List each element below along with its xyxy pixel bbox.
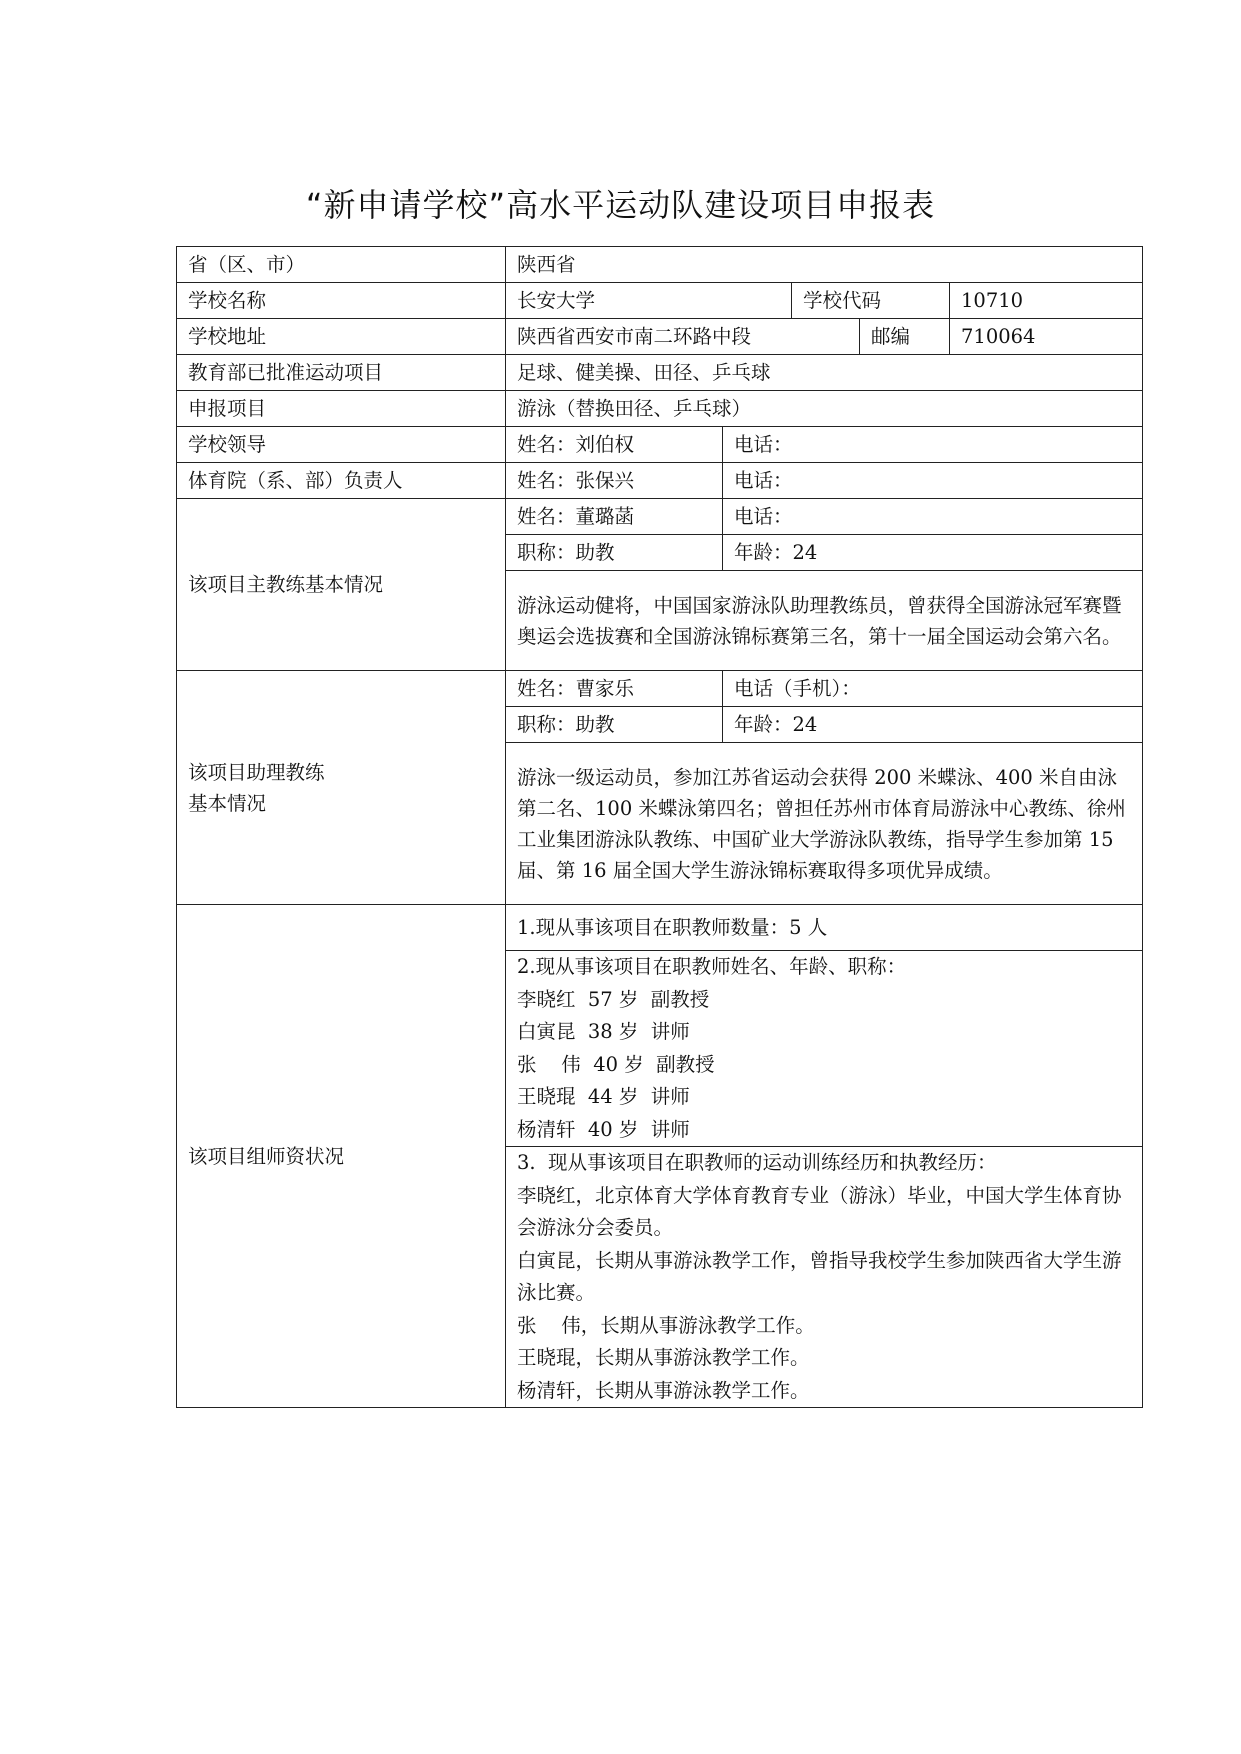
faculty-list-item: 李晓红 57 岁 副教授 <box>517 987 710 1011</box>
pe-head-name: 姓名：张保兴 <box>506 463 723 499</box>
row-faculty-count <box>177 905 1143 951</box>
approved-sports-value: 足球、健美操、田径、乒乓球 <box>506 355 1143 391</box>
head-coach-phone: 电话： <box>723 499 1143 535</box>
row-school-leader <box>177 427 1143 463</box>
row-apply-project <box>177 391 1143 427</box>
faculty-experience-item: 白寅昆，长期从事游泳教学工作，曾指导我校学生参加陕西省大学生游泳比赛。 <box>517 1248 1122 1304</box>
faculty-list-item: 王晓琨 44 岁 讲师 <box>517 1085 690 1108</box>
faculty-experience-header: 3. 现从事该项目在职教师的运动训练经历和执教经历： <box>517 1151 997 1174</box>
page-title: “新申请学校”高水平运动队建设项目申报表 <box>305 186 936 224</box>
school-leader-phone: 电话： <box>723 427 1143 463</box>
faculty-count: 1.现从事该项目在职教师数量：5 人 <box>506 905 1143 951</box>
faculty-list-cell <box>506 951 1143 1147</box>
approved-sports-label: 教育部已批准运动项目 <box>177 355 506 391</box>
faculty-experience-item: 杨清轩，长期从事游泳教学工作。 <box>517 1378 810 1402</box>
assistant-coach-label-line2: 基本情况 <box>188 791 267 815</box>
faculty-list-item: 白寅昆 38 岁 讲师 <box>517 1020 690 1043</box>
assistant-coach-label-line1: 该项目助理教练 <box>188 760 325 784</box>
faculty-list-item: 杨清轩 40 岁 讲师 <box>517 1117 690 1141</box>
row-pe-head <box>177 463 1143 499</box>
assistant-coach-label <box>177 671 506 905</box>
head-coach-description: 游泳运动健将，中国国家游泳队助理教练员，曾获得全国游泳冠军赛暨奥运会选拔赛和全国游泳锦标赛第三名，第十一届全国运动会第六名。 <box>506 571 1143 671</box>
school-leader-label: 学校领导 <box>177 427 506 463</box>
assistant-coach-phone: 电话（手机）： <box>723 671 1143 707</box>
faculty-experience-item: 王晓琨，长期从事游泳教学工作。 <box>517 1346 810 1369</box>
faculty-experience-item: 李晓红，北京体育大学体育教育专业（游泳）毕业，中国大学生体育协会游泳分会委员。 <box>517 1183 1122 1239</box>
pe-head-phone: 电话： <box>723 463 1143 499</box>
assistant-coach-description: 游泳一级运动员，参加江苏省运动会获得 200 米蝶泳、400 米自由泳第二名、100 米蝶泳第四名；曾担任苏州市体育局游泳中心教练、徐州工业集团游泳队教练、中国矿业大学游泳队教练，指导学生参加第 15 届、第 16 届全国大学生游泳锦标赛取得多项优异成绩。 <box>506 743 1143 905</box>
row-head-coach-name <box>177 499 1143 535</box>
apply-project-value: 游泳（替换田径、乒乓球） <box>506 391 1143 427</box>
head-coach-label: 该项目主教练基本情况 <box>177 499 506 671</box>
head-coach-title: 职称：助教 <box>506 535 723 571</box>
row-address <box>177 319 1143 355</box>
head-coach-name: 姓名：董璐菡 <box>506 499 723 535</box>
pe-head-label: 体育院（系、部）负责人 <box>177 463 506 499</box>
head-coach-age: 年龄：24 <box>723 535 1143 571</box>
school-name-value: 长安大学 <box>506 283 792 319</box>
faculty-list-header: 2.现从事该项目在职教师姓名、年龄、职称： <box>517 955 907 978</box>
school-name-label: 学校名称 <box>177 283 506 319</box>
address-value: 陕西省西安市南二环路中段 <box>506 319 860 355</box>
faculty-label: 该项目组师资状况 <box>177 905 506 1408</box>
assistant-coach-age: 年龄：24 <box>723 707 1143 743</box>
school-leader-name: 姓名：刘伯权 <box>506 427 723 463</box>
postcode-label: 邮编 <box>860 319 950 355</box>
school-code-label: 学校代码 <box>792 283 950 319</box>
assistant-coach-name: 姓名：曹家乐 <box>506 671 723 707</box>
apply-project-label: 申报项目 <box>177 391 506 427</box>
province-label: 省（区、市） <box>177 247 506 283</box>
faculty-experience-item: 张 伟，长期从事游泳教学工作。 <box>517 1313 815 1337</box>
row-school-name <box>177 283 1143 319</box>
application-form-table <box>176 246 1143 1408</box>
faculty-list-item: 张 伟 40 岁 副教授 <box>517 1052 715 1076</box>
address-label: 学校地址 <box>177 319 506 355</box>
assistant-coach-title: 职称：助教 <box>506 707 723 743</box>
row-approved-sports <box>177 355 1143 391</box>
school-code-value: 10710 <box>950 283 1143 319</box>
faculty-experience-cell <box>506 1147 1143 1408</box>
row-province <box>177 247 1143 283</box>
row-assistant-coach-name <box>177 671 1143 707</box>
postcode-value: 710064 <box>950 319 1143 355</box>
province-value: 陕西省 <box>506 247 1143 283</box>
